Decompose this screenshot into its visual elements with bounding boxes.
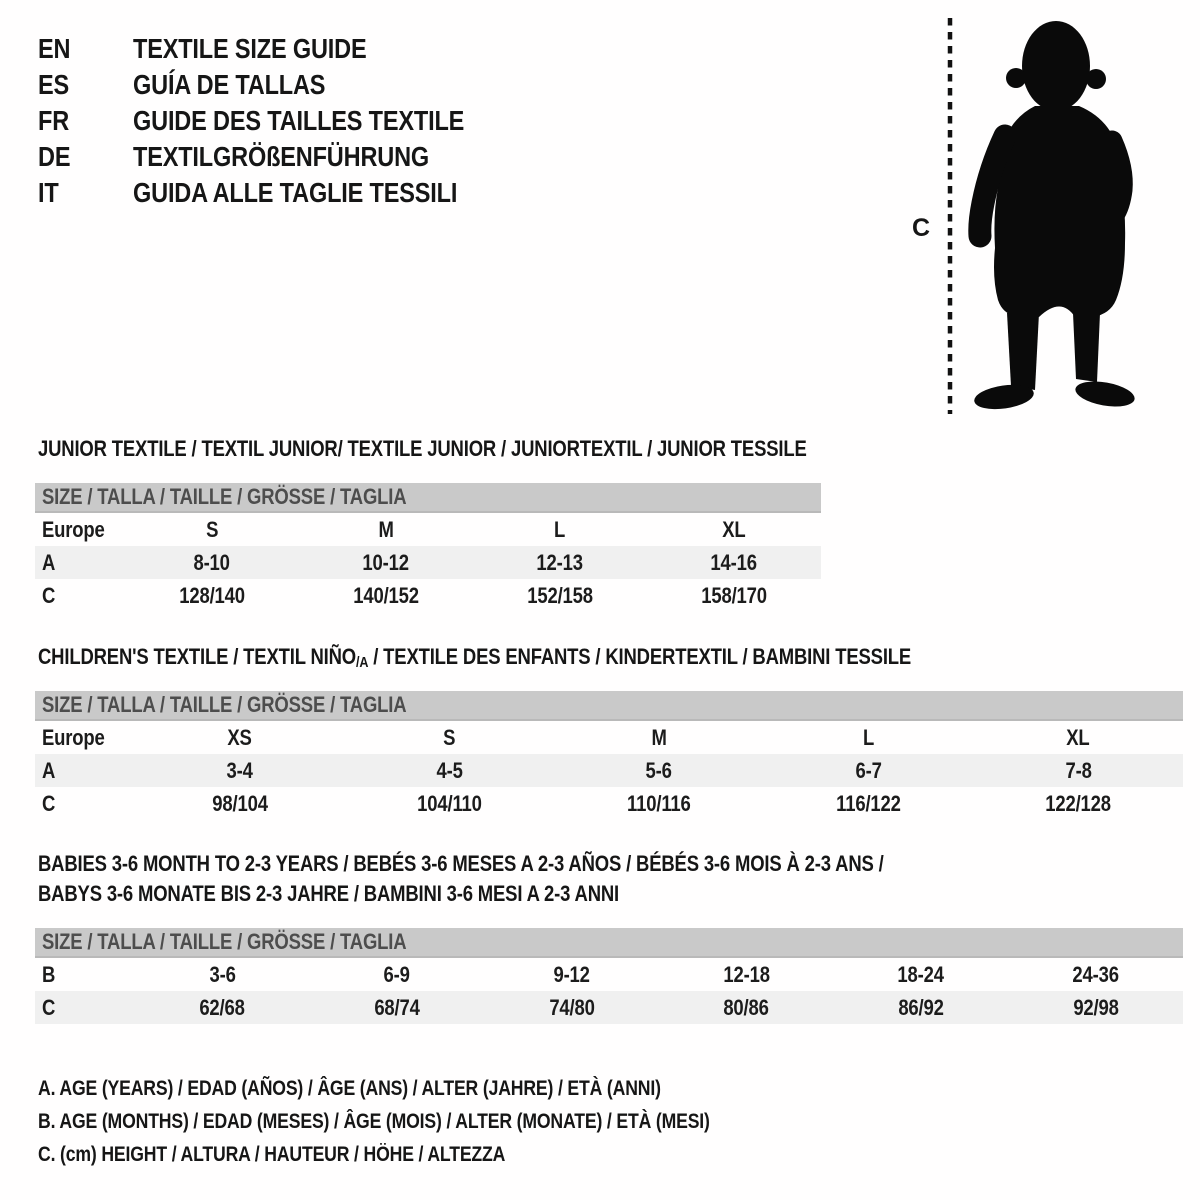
size-cell-text: 3-4 bbox=[226, 757, 253, 783]
size-cell bbox=[310, 962, 485, 988]
size-cell bbox=[659, 995, 834, 1021]
lang-code-text: IT bbox=[38, 177, 59, 208]
size-cell-text: S bbox=[443, 724, 456, 750]
size-cell bbox=[299, 550, 473, 576]
row-label-text: C bbox=[42, 582, 56, 608]
babies-table-header-band bbox=[35, 928, 1183, 958]
size-cell-text: 4-5 bbox=[436, 757, 463, 783]
size-cell bbox=[473, 550, 647, 576]
size-cell-text: 116/122 bbox=[836, 790, 901, 816]
size-cell bbox=[647, 583, 821, 609]
guide-title-text: TEXTILGRÖßENFÜHRUNG bbox=[133, 141, 430, 172]
guide-title bbox=[133, 69, 362, 101]
size-cell-text: 14-16 bbox=[710, 549, 758, 575]
size-cell-text: 18-24 bbox=[897, 961, 945, 987]
size-cell-text: 5-6 bbox=[645, 757, 673, 783]
table-row bbox=[35, 579, 821, 612]
table-row bbox=[35, 958, 1183, 991]
junior-section-title bbox=[38, 436, 953, 462]
children-section-title bbox=[38, 644, 1077, 671]
size-cell-text: 9-12 bbox=[553, 961, 590, 987]
size-cell-text: 24-36 bbox=[1072, 961, 1119, 987]
children-size-table bbox=[35, 691, 1183, 820]
children-table-body bbox=[35, 721, 1183, 820]
size-cell-text: 62/68 bbox=[199, 994, 246, 1020]
lang-row-it bbox=[38, 175, 527, 211]
footnote-text: A. AGE (YEARS) / EDAD (AÑOS) / ÂGE (ANS) / ALTER (JAHRE) / ETÀ (ANNI) bbox=[38, 1077, 661, 1100]
lang-row-de bbox=[38, 139, 527, 175]
size-cell bbox=[973, 791, 1183, 817]
size-cell-text: 74/80 bbox=[548, 994, 595, 1020]
size-cell-text: 110/116 bbox=[627, 790, 691, 816]
toddler-figure bbox=[973, 21, 1137, 413]
size-cell bbox=[484, 962, 659, 988]
size-cell-text: 68/74 bbox=[374, 994, 420, 1020]
lang-row-es bbox=[38, 67, 527, 103]
size-cell bbox=[345, 758, 555, 784]
babies-table-body bbox=[35, 958, 1183, 1024]
babies-size-table bbox=[35, 928, 1183, 1024]
size-cell bbox=[135, 758, 345, 784]
guide-title bbox=[133, 177, 519, 209]
size-cell bbox=[345, 791, 555, 817]
size-cell bbox=[834, 995, 1009, 1021]
size-cell-text: M bbox=[651, 724, 667, 750]
size-cell-text: 6-9 bbox=[383, 961, 411, 987]
footnote-text: B. AGE (MONTHS) / EDAD (MESES) / ÂGE (MOIS) / ALTER (MONATE) / ETÀ (MESI) bbox=[38, 1110, 710, 1133]
size-cell bbox=[659, 962, 834, 988]
table-row bbox=[35, 546, 821, 579]
size-cell bbox=[135, 962, 310, 988]
babies-title-line1 bbox=[38, 849, 1045, 879]
size-cell bbox=[554, 758, 764, 784]
size-cell bbox=[125, 517, 299, 543]
size-cell-text: 122/128 bbox=[1045, 790, 1111, 816]
size-cell bbox=[764, 758, 974, 784]
guide-title-text: GUIDE DES TAILLES TEXTILE bbox=[133, 105, 465, 136]
junior-table-body bbox=[35, 513, 821, 612]
size-cell-text: S bbox=[205, 516, 219, 542]
size-cell bbox=[834, 962, 1009, 988]
size-cell-text: 8-10 bbox=[193, 549, 231, 575]
table-row bbox=[35, 787, 1183, 820]
size-cell-text: 152/158 bbox=[527, 582, 593, 608]
size-cell bbox=[647, 550, 821, 576]
size-cell-text: 140/152 bbox=[353, 582, 419, 608]
row-label-text: Europe bbox=[42, 724, 105, 750]
row-label bbox=[35, 758, 135, 784]
size-cell bbox=[1008, 962, 1183, 988]
children-title-rest: / TEXTILE DES ENFANTS / KINDERTEXTIL / BAMBINI TESSILE bbox=[368, 644, 912, 669]
footnote-text: C. (cm) HEIGHT / ALTURA / HAUTEUR / HÖHE / ALTEZZA bbox=[38, 1143, 506, 1166]
size-cell bbox=[973, 725, 1183, 751]
size-cell-text: 128/140 bbox=[179, 582, 245, 608]
row-label-text: B bbox=[42, 961, 56, 987]
size-cell-text: L bbox=[554, 516, 566, 542]
children-section-title-text bbox=[38, 644, 911, 671]
footnote-age-months bbox=[38, 1105, 838, 1138]
size-cell bbox=[554, 725, 764, 751]
row-label-text: A bbox=[42, 549, 56, 575]
lang-code-text: ES bbox=[38, 69, 70, 100]
children-table-header-band bbox=[35, 691, 1183, 721]
size-cell bbox=[764, 725, 974, 751]
size-cell bbox=[125, 583, 299, 609]
size-cell-text: 86/92 bbox=[898, 994, 944, 1020]
size-cell bbox=[135, 995, 310, 1021]
size-cell bbox=[299, 583, 473, 609]
guide-title-text: TEXTILE SIZE GUIDE bbox=[133, 33, 367, 64]
children-title-subscript: /A bbox=[355, 654, 369, 671]
guide-title-text: GUIDA ALLE TAGLIE TESSILI bbox=[133, 177, 458, 208]
lang-code bbox=[38, 141, 133, 173]
size-cell-text: 6-7 bbox=[855, 757, 882, 783]
babies-title-line2-text: BABYS 3-6 MONATE BIS 2-3 JAHRE / BAMBINI 3-6 MESI A 2-3 ANNI bbox=[38, 881, 620, 906]
lang-code-text: FR bbox=[38, 105, 70, 136]
junior-section-title-text: JUNIOR TEXTILE / TEXTIL JUNIOR/ TEXTILE JUNIOR / JUNIORTEXTIL / JUNIOR TESSILE bbox=[38, 436, 807, 461]
row-label bbox=[35, 791, 135, 817]
size-cell-text: XL bbox=[722, 516, 746, 542]
size-cell-text: 12-18 bbox=[723, 961, 770, 987]
table-row bbox=[35, 513, 821, 546]
size-cell bbox=[973, 758, 1183, 784]
size-cell-text: M bbox=[378, 516, 394, 542]
footnote-height-cm bbox=[38, 1138, 838, 1171]
row-label bbox=[35, 583, 125, 609]
row-label-text: C bbox=[42, 790, 56, 816]
row-label bbox=[35, 725, 135, 751]
babies-title-line2 bbox=[38, 879, 1045, 909]
size-cell-text: 80/86 bbox=[723, 994, 770, 1020]
size-cell bbox=[647, 517, 821, 543]
size-cell-text: 98/104 bbox=[212, 790, 268, 816]
size-cell bbox=[473, 583, 647, 609]
size-cell bbox=[764, 791, 974, 817]
size-cell-text: L bbox=[863, 724, 875, 750]
lang-code bbox=[38, 177, 133, 209]
junior-table-header-band bbox=[35, 483, 821, 513]
lang-code bbox=[38, 105, 133, 137]
row-label-text: C bbox=[42, 994, 56, 1020]
table-row bbox=[35, 721, 1183, 754]
babies-section-title bbox=[38, 849, 1045, 909]
size-band-text: SIZE / TALLA / TAILLE / GRÖSSE / TAGLIA bbox=[42, 484, 407, 509]
row-label bbox=[35, 962, 135, 988]
lang-code bbox=[38, 69, 133, 101]
table-row bbox=[35, 754, 1183, 787]
children-title-main: CHILDREN'S TEXTILE / TEXTIL NIÑO bbox=[38, 644, 356, 669]
row-label-text: Europe bbox=[42, 516, 105, 542]
size-cell bbox=[299, 517, 473, 543]
guide-title bbox=[133, 33, 411, 65]
toddler-silhouette-icon bbox=[935, 8, 1145, 418]
size-cell bbox=[125, 550, 299, 576]
height-measure-label: C bbox=[912, 214, 931, 242]
size-cell bbox=[310, 995, 485, 1021]
footnote-age-years bbox=[38, 1072, 838, 1105]
size-cell bbox=[135, 725, 345, 751]
lang-row-fr bbox=[38, 103, 527, 139]
language-header bbox=[38, 31, 527, 211]
guide-title-text: GUÍA DE TALLAS bbox=[133, 69, 326, 100]
row-label bbox=[35, 517, 125, 543]
size-cell-text: XS bbox=[227, 724, 252, 750]
footnotes bbox=[38, 1072, 838, 1171]
babies-title-line1-text: BABIES 3-6 MONTH TO 2-3 YEARS / BEBÉS 3-6 MESES A 2-3 AÑOS / BÉBÉS 3-6 MOIS À 2-3 ANS / bbox=[38, 851, 884, 876]
lang-row-en bbox=[38, 31, 527, 67]
size-cell-text: 12-13 bbox=[536, 549, 584, 575]
size-cell bbox=[1008, 995, 1183, 1021]
size-cell-text: 3-6 bbox=[209, 961, 236, 987]
size-band-text: SIZE / TALLA / TAILLE / GRÖSSE / TAGLIA bbox=[42, 692, 407, 717]
row-label-text: A bbox=[42, 757, 56, 783]
size-cell-text: 158/170 bbox=[701, 582, 767, 608]
guide-title bbox=[133, 105, 527, 137]
row-label bbox=[35, 550, 125, 576]
size-cell bbox=[473, 517, 647, 543]
size-cell-text: 92/98 bbox=[1072, 994, 1119, 1020]
lang-code bbox=[38, 33, 133, 65]
lang-code-text: EN bbox=[38, 33, 71, 64]
size-cell bbox=[484, 995, 659, 1021]
size-band-text: SIZE / TALLA / TAILLE / GRÖSSE / TAGLIA bbox=[42, 929, 407, 954]
size-cell-text: XL bbox=[1066, 724, 1090, 750]
size-cell-text: 10-12 bbox=[362, 549, 410, 575]
size-cell bbox=[554, 791, 764, 817]
size-cell bbox=[345, 725, 555, 751]
guide-title bbox=[133, 141, 485, 173]
table-row bbox=[35, 991, 1183, 1024]
size-cell-text: 104/110 bbox=[417, 790, 482, 816]
lang-code-text: DE bbox=[38, 141, 71, 172]
size-cell bbox=[135, 791, 345, 817]
size-cell-text: 7-8 bbox=[1065, 757, 1092, 783]
junior-size-table bbox=[35, 483, 821, 612]
row-label bbox=[35, 995, 135, 1021]
